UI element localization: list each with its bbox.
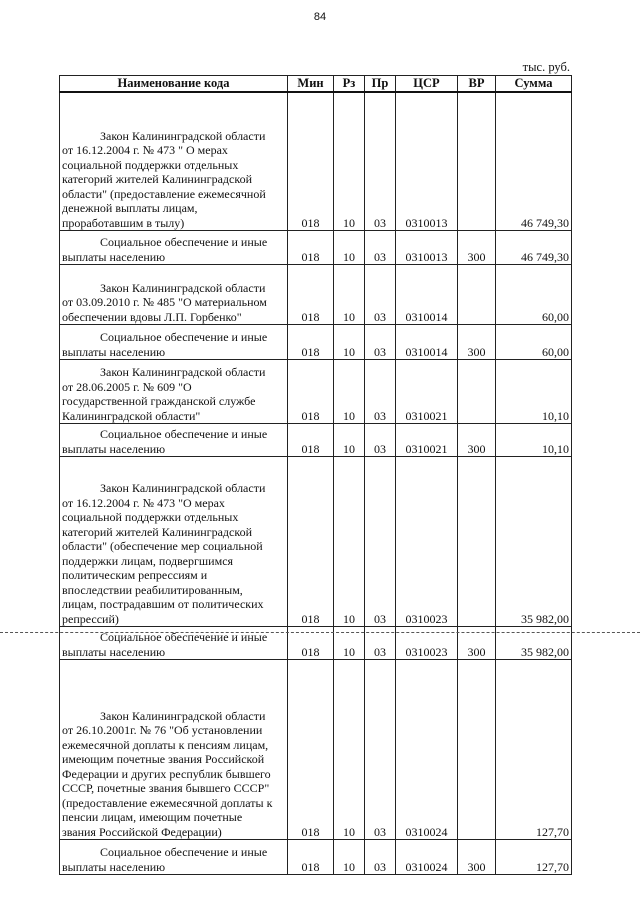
row-name-first-line: Закон Калининградской области — [100, 365, 266, 379]
row-name-line: категорий жителей Калининградской — [62, 172, 252, 186]
header-vr: ВР — [458, 76, 496, 92]
row-min: 018 — [288, 325, 334, 360]
row-sum: 127,70 — [496, 660, 572, 840]
row-name-line — [62, 235, 285, 250]
row-name-first-line: Закон Калининградской области — [100, 280, 266, 295]
row-pr: 03 — [365, 840, 396, 875]
row-name-line: (предоставление ежемесячной доплаты к — [62, 795, 273, 810]
row-name — [60, 265, 288, 325]
row-name-first-line: Социальное обеспечение и иные — [100, 330, 268, 344]
row-name — [60, 231, 288, 265]
header-sum: Сумма — [496, 76, 572, 92]
row-name-line: от 16.12.2004 г. № 473 "О мерах — [62, 495, 225, 510]
row-name-line: категорий жителей Калининградской — [62, 524, 252, 539]
row-csr: 0310024 — [396, 660, 458, 840]
row-min: 018 — [288, 231, 334, 265]
row-name-first-line: Социальное обеспечение и иные — [100, 235, 268, 249]
row-name-line: СССР, почетные звания бывшего СССР" — [62, 781, 270, 795]
row-name-line: социальной поддержки отдельных — [62, 510, 239, 524]
row-csr: 0310024 — [396, 840, 458, 875]
row-pr: 03 — [365, 627, 396, 660]
row-min: 018 — [288, 424, 334, 457]
row-rz: 10 — [334, 457, 365, 627]
row-name-first-line: Закон Калининградской области — [100, 708, 266, 723]
row-rz: 10 — [334, 325, 365, 360]
row-min: 018 — [288, 840, 334, 875]
row-sum: 35 982,00 — [496, 627, 572, 660]
row-name-line: выплаты населению — [62, 644, 166, 659]
row-sum: 35 982,00 — [496, 457, 572, 627]
table-row — [60, 360, 572, 424]
row-name-line: денежной выплаты лицам, — [62, 201, 198, 215]
row-csr: 0310023 — [396, 627, 458, 660]
row-min: 018 — [288, 92, 334, 231]
row-name-line: выплаты населению — [62, 441, 166, 456]
row-vr: 300 — [458, 231, 496, 265]
row-name-line — [62, 709, 285, 724]
row-vr: 300 — [458, 424, 496, 457]
row-name-line: Федерации и других республик бывшего — [62, 766, 271, 781]
row-sum: 10,10 — [496, 360, 572, 424]
row-name-line: от 16.12.2004 г. № 473 " О мерах — [62, 143, 228, 157]
row-csr: 0310021 — [396, 424, 458, 457]
row-pr: 03 — [365, 424, 396, 457]
row-min: 018 — [288, 360, 334, 424]
row-name-line — [62, 845, 285, 860]
row-name-line: выплаты населению — [62, 344, 166, 359]
table-header-row — [60, 76, 572, 92]
row-name-line: пенсии лицам, имеющим почетные — [62, 810, 243, 824]
row-name-line — [62, 365, 285, 380]
row-name-line: лицам, пострадавшим от политических — [62, 597, 264, 611]
row-pr: 03 — [365, 265, 396, 325]
row-sum: 10,10 — [496, 424, 572, 457]
row-name-line: политическим репрессиям и — [62, 568, 208, 582]
row-name-line: обеспечении вдовы Л.П. Горбенко" — [62, 309, 242, 324]
row-min: 018 — [288, 660, 334, 840]
row-name-line: области" (предоставление ежемесячной — [62, 186, 266, 201]
table-row — [60, 840, 572, 875]
row-pr: 03 — [365, 231, 396, 265]
row-name — [60, 424, 288, 457]
header-min: Мин — [288, 76, 334, 92]
row-name-line — [62, 281, 285, 296]
row-name-first-line: Социальное обеспечение и иные — [100, 630, 268, 644]
row-name-first-line: Закон Калининградской области — [100, 481, 266, 495]
row-vr — [458, 660, 496, 840]
row-name-line: звания Российской Федерации) — [62, 824, 222, 839]
row-name-line: впоследствии реабилитированным, — [62, 582, 243, 597]
row-sum: 60,00 — [496, 265, 572, 325]
row-name-line: имеющим почетные звания Российской — [62, 752, 265, 766]
row-pr: 03 — [365, 325, 396, 360]
row-name — [60, 457, 288, 627]
budget-table — [59, 75, 572, 875]
row-name — [60, 660, 288, 840]
row-pr: 03 — [365, 92, 396, 231]
row-rz: 10 — [334, 627, 365, 660]
row-csr: 0310013 — [396, 92, 458, 231]
row-csr: 0310023 — [396, 457, 458, 627]
row-name-line: Калининградской области" — [62, 408, 201, 423]
row-name-line: области" (обеспечение мер социальной — [62, 539, 263, 553]
row-name-first-line: Социальное обеспечение и иные — [100, 427, 268, 441]
row-name-line: репрессий) — [62, 611, 119, 626]
row-name-line: поддержки лицам, подвергшимся — [62, 553, 234, 568]
row-vr — [458, 360, 496, 424]
row-name-first-line: Закон Калининградской области — [100, 128, 266, 143]
row-rz: 10 — [334, 660, 365, 840]
row-name — [60, 92, 288, 231]
row-vr — [458, 265, 496, 325]
row-name-line — [62, 129, 285, 144]
row-rz: 10 — [334, 231, 365, 265]
row-sum: 127,70 — [496, 840, 572, 875]
row-csr: 0310014 — [396, 265, 458, 325]
table-row — [60, 660, 572, 840]
row-vr: 300 — [458, 627, 496, 660]
row-sum: 46 749,30 — [496, 231, 572, 265]
row-name-line: проработавшим в тылу) — [62, 215, 185, 230]
row-min: 018 — [288, 627, 334, 660]
row-pr: 03 — [365, 360, 396, 424]
row-name-line: государственной гражданской службе — [62, 394, 256, 408]
row-vr: 300 — [458, 840, 496, 875]
header-csr: ЦСР — [396, 76, 458, 92]
row-name-line — [62, 427, 285, 442]
row-name-line: социальной поддержки отдельных — [62, 157, 239, 172]
row-vr: 300 — [458, 325, 496, 360]
header-rz: Рз — [334, 76, 365, 92]
table-row — [60, 457, 572, 627]
row-name-first-line: Социальное обеспечение и иные — [100, 845, 268, 859]
units-label: тыс. руб. — [522, 60, 570, 74]
row-pr: 03 — [365, 457, 396, 627]
row-rz: 10 — [334, 840, 365, 875]
row-min: 018 — [288, 457, 334, 627]
row-vr — [458, 457, 496, 627]
row-rz: 10 — [334, 265, 365, 325]
row-csr: 0310013 — [396, 231, 458, 265]
row-name — [60, 325, 288, 360]
row-csr: 0310021 — [396, 360, 458, 424]
table-row — [60, 424, 572, 457]
table-row — [60, 231, 572, 265]
row-name-line: выплаты населению — [62, 859, 166, 874]
header-name: Наименование кода — [60, 76, 288, 92]
scan-cut-line — [0, 632, 640, 633]
row-name-line: ежемесячной доплаты к пенсиям лицам, — [62, 737, 269, 752]
row-pr: 03 — [365, 660, 396, 840]
row-sum: 60,00 — [496, 325, 572, 360]
row-rz: 10 — [334, 424, 365, 457]
row-name-line — [62, 481, 285, 496]
row-name — [60, 840, 288, 875]
table-row — [60, 265, 572, 325]
table-row — [60, 325, 572, 360]
header-pr: Пр — [365, 76, 396, 92]
row-name — [60, 360, 288, 424]
row-min: 018 — [288, 265, 334, 325]
row-csr: 0310014 — [396, 325, 458, 360]
row-name-line — [62, 330, 285, 345]
page-number: 84 — [313, 11, 327, 23]
row-vr — [458, 92, 496, 231]
row-name-line: от 28.06.2005 г. № 609 "О — [62, 379, 192, 394]
row-rz: 10 — [334, 360, 365, 424]
row-name-line: от 26.10.2001г. № 76 "Об установлении — [62, 723, 263, 737]
row-name-line: выплаты населению — [62, 249, 166, 264]
table-row — [60, 92, 572, 231]
row-sum: 46 749,30 — [496, 92, 572, 231]
row-name-line: от 03.09.2010 г. № 485 "О материальном — [62, 295, 267, 309]
row-rz: 10 — [334, 92, 365, 231]
